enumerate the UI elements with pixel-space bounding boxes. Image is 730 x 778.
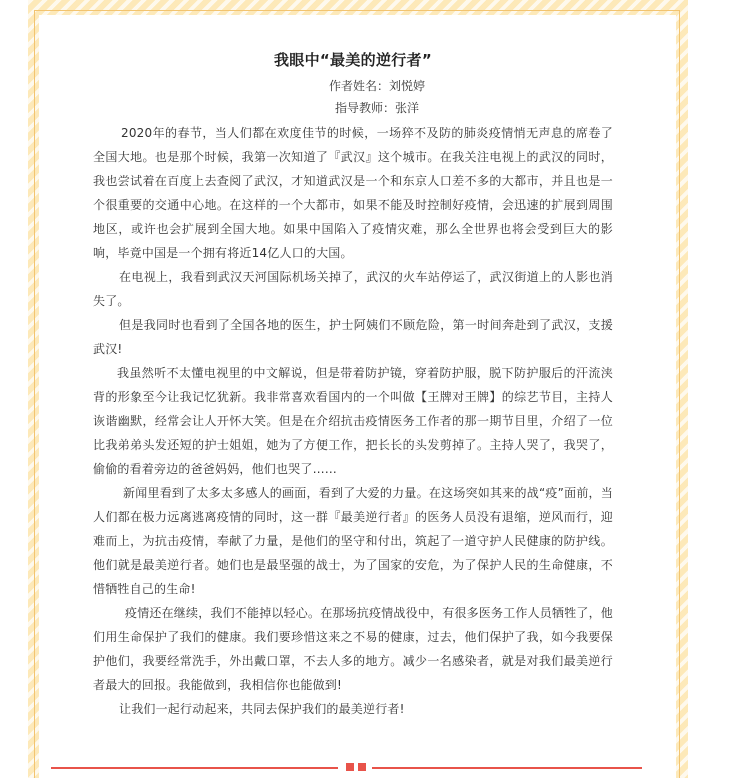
paragraph: 让我们一起行动起来，共同去保护我们的最美逆行者! <box>119 702 405 716</box>
paragraph: 我虽然听不太懂电视里的中文解说，但是带着防护镜，穿着防护服，脱下防护服后的汗流浃背的形象至今让我记忆犹新。我非常喜欢看国内的一个叫做【王牌对王牌】的综艺节目，主持人诙谐幽默，经常会让人开怀大笑。但是在介绍抗击疫情医务工作者的那一期节目里，介绍了一位比我弟弟头发还短的护士姐姐，她为了方便工作，把长长的头发剪掉了。主持人哭了，我哭了，偷偷的看着旁边的爸爸妈妈，他们也哭了…… <box>93 366 613 476</box>
divider-line-left <box>51 767 338 769</box>
divider-line-right <box>372 767 642 769</box>
article-title: 我眼中“最美的逆行者” <box>273 51 433 69</box>
teacher-name: 指导教师：张洋 <box>334 101 419 115</box>
paragraph: 但是我同时也看到了全国各地的医生，护士阿姨们不顾危险，第一时间奔赴到了武汉，支援武汉! <box>93 318 613 356</box>
paragraph: 新闻里看到了太多太多感人的画面，看到了大爱的力量。在这场突如其来的战“疫”面前，当人们都在极力远离逃离疫情的同时，这一群『最美逆行者』的医务人员没有退缩，逆风而行，迎难而上，为抗击疫情，奉献了力量，是他们的坚守和付出，筑起了一道守护人民健康的防护线。他们就是最美逆行者。她们也是最坚强的战士，为了国家的安危，为了保护人民的生命健康，不惜牺牲自己的生命! <box>93 486 613 596</box>
article-content <box>93 15 613 721</box>
paragraph: 疫情还在继续，我们不能掉以轻心。在那场抗疫情战役中，有很多医务工作人员牺牲了，他们用生命保护了我们的健康。我们要珍惜这来之不易的健康，过去，他们保护了我，如今我要保护他们，我要经常洗手，外出戴口罩，不去人多的地方。减少一名感染者，就是对我们最美逆行者最大的回报。我能做到，我相信你也能做到! <box>93 606 614 692</box>
article-paper <box>39 15 676 778</box>
divider-ornament <box>346 763 366 773</box>
article-body <box>93 121 613 721</box>
author-name: 作者姓名：刘悦婷 <box>328 79 425 93</box>
paragraph: 2020年的春节，当人们都在欢度佳节的时候，一场猝不及防的肺炎疫情悄无声息的席卷了全国大地。也是那个时候，我第一次知道了『武汉』这个城市。在我关注电视上的武汉的同时，我也尝试着在百度上去查阅了武汉，才知道武汉是一个和东京人口差不多的大都市，并且也是一个很重要的交通中心地。在这样的一个大都市，如果不能及时控制好疫情，会迅速的扩展到周围地区，或许也会扩展到全国大地。如果中国陷入了疫情灾难，那么全世界也将会受到巨大的影响，毕竟中国是一个拥有将近14亿人口的大国。 <box>93 126 613 260</box>
paragraph: 在电视上，我看到武汉天河国际机场关掉了，武汉的火车站停运了，武汉街道上的人影也消失了。 <box>93 270 613 308</box>
